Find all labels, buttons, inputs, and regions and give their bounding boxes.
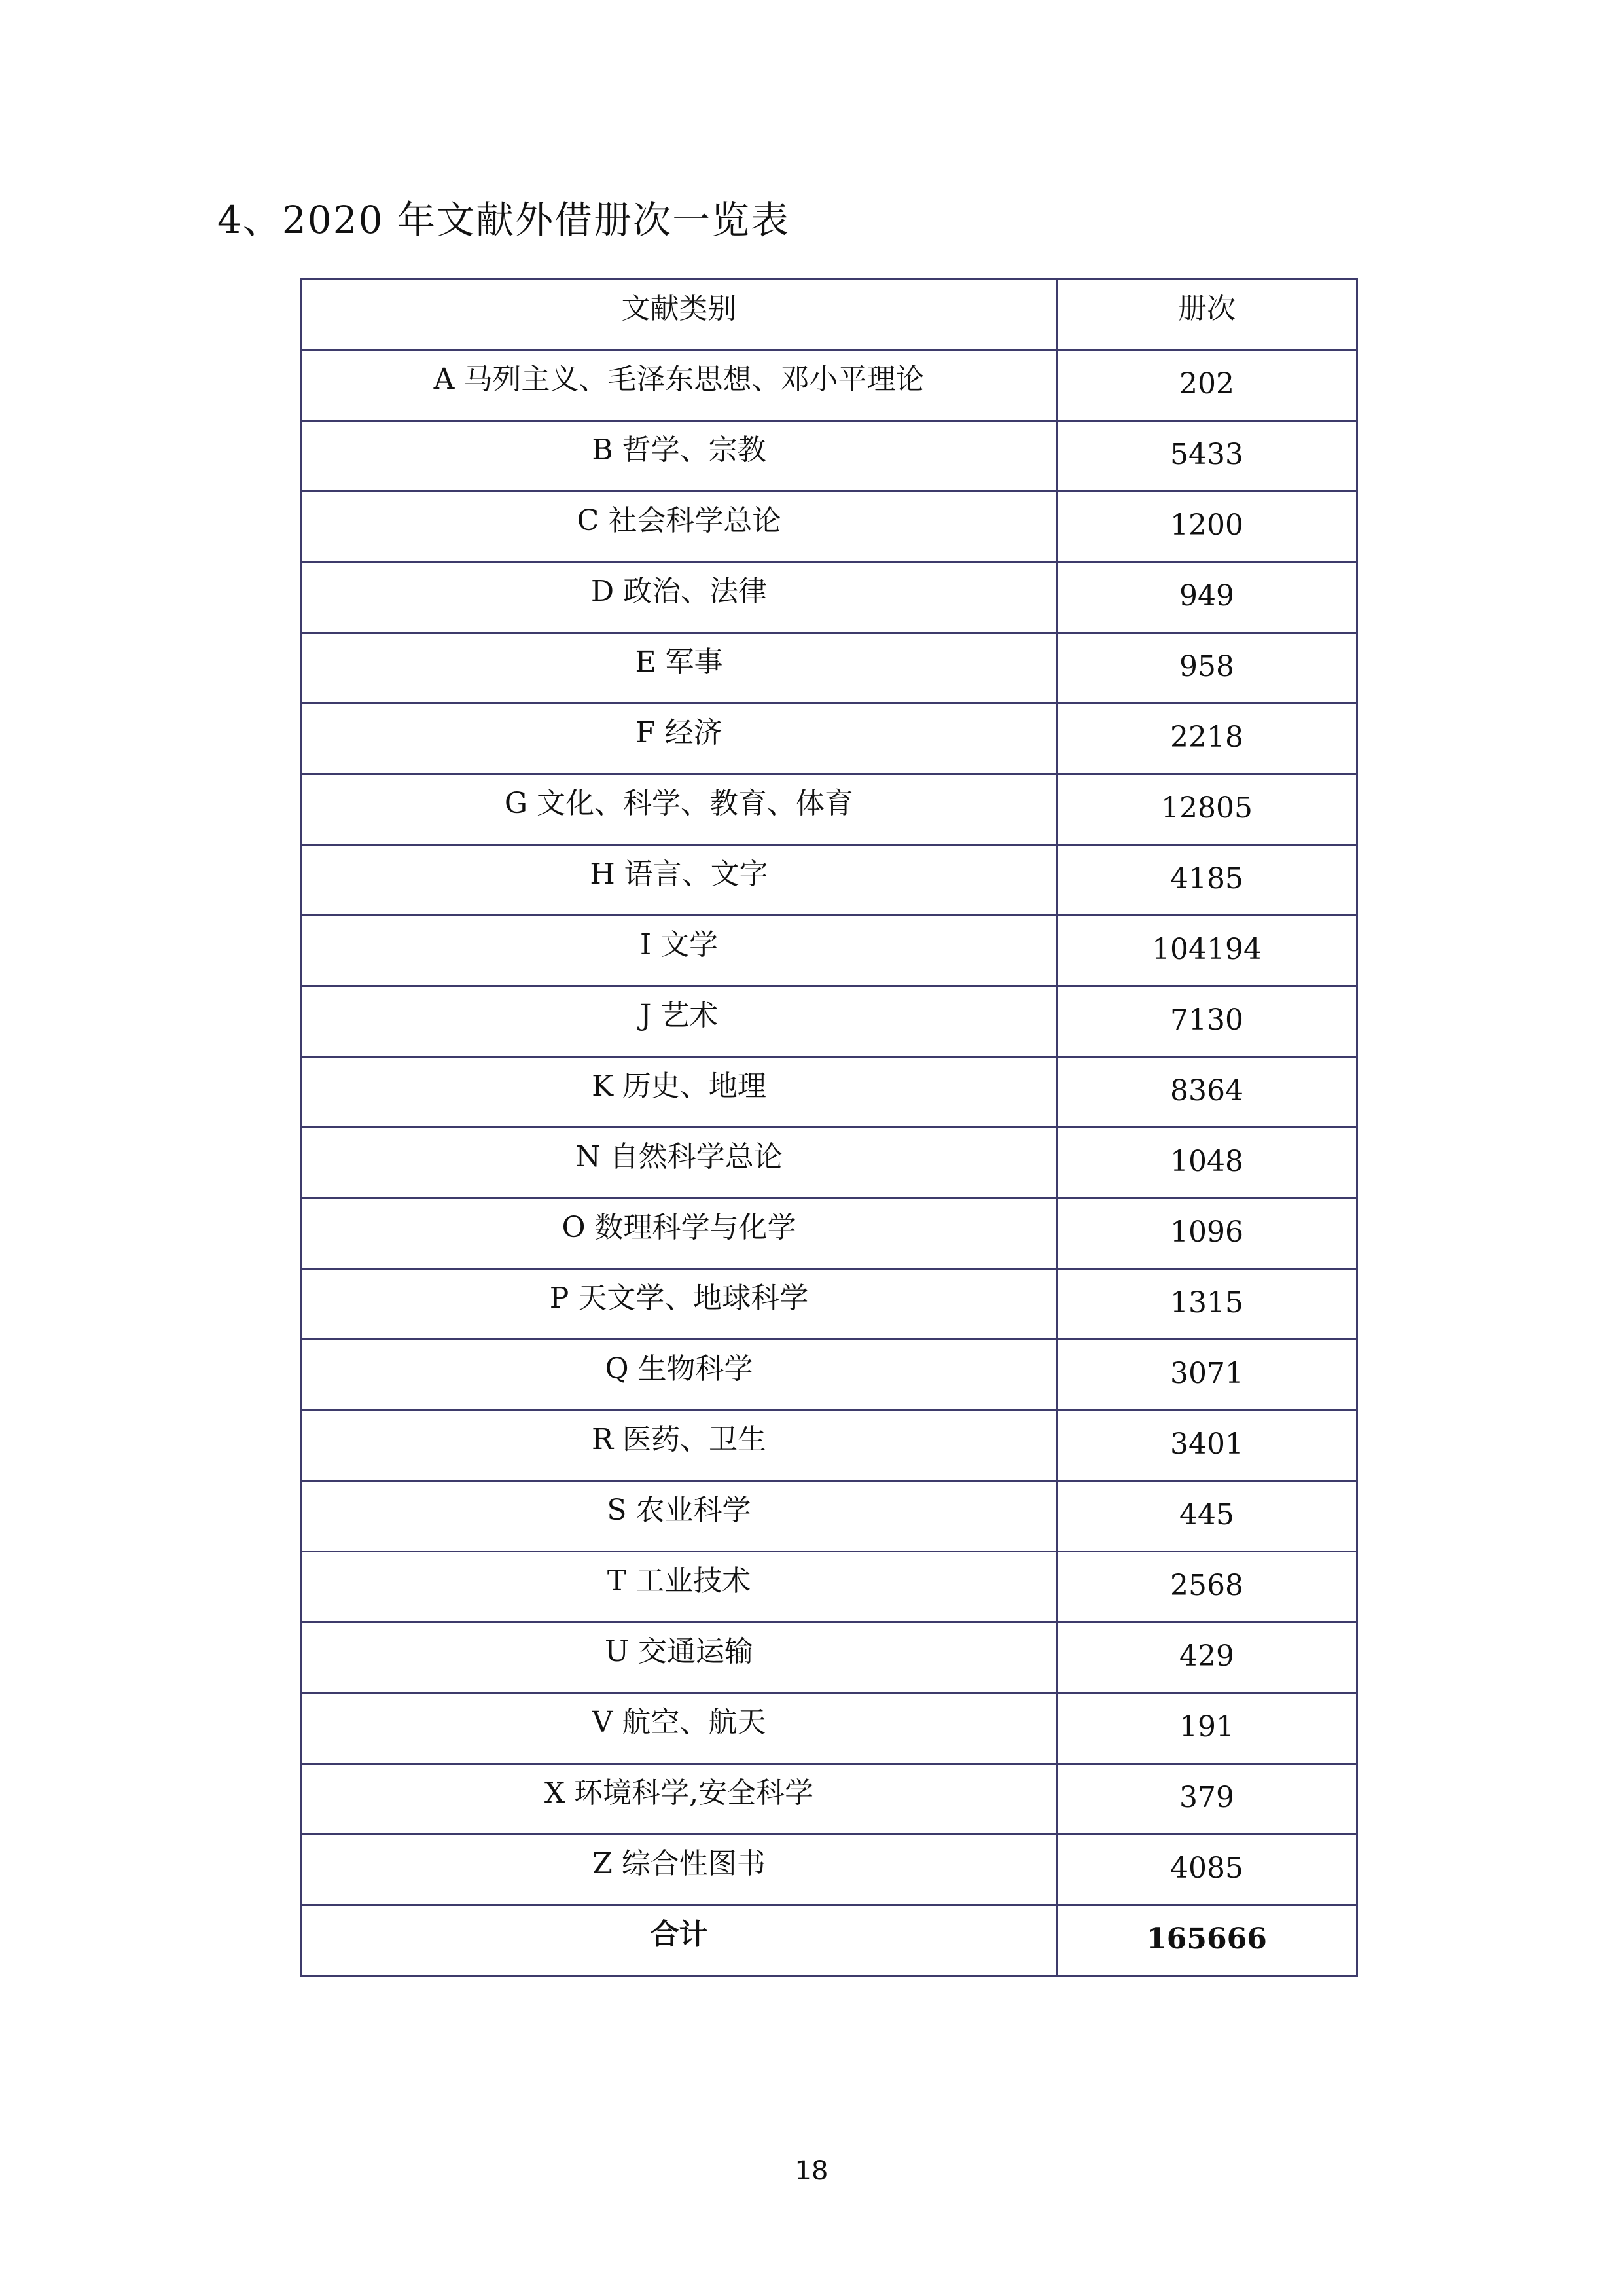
count-cell: 12805 <box>1057 774 1357 845</box>
table-row <box>302 562 1357 633</box>
count-cell: 1048 <box>1057 1128 1357 1198</box>
category-cell: H 语言、文字 <box>302 845 1057 916</box>
category-cell: S 农业科学 <box>302 1481 1057 1552</box>
count-cell: 104194 <box>1057 916 1357 986</box>
table-row <box>302 1410 1357 1481</box>
count-cell: 4185 <box>1057 845 1357 916</box>
count-cell: 3401 <box>1057 1410 1357 1481</box>
section-title: 4、2020 年文献外借册次一览表 <box>217 198 790 242</box>
header-category: 文献类别 <box>302 279 1057 350</box>
table-row <box>302 633 1357 704</box>
count-cell: 5433 <box>1057 421 1357 492</box>
count-cell: 1200 <box>1057 492 1357 562</box>
category-cell: O 数理科学与化学 <box>302 1198 1057 1269</box>
count-cell: 949 <box>1057 562 1357 633</box>
category-cell: B 哲学、宗教 <box>302 421 1057 492</box>
total-count: 165666 <box>1057 1905 1357 1976</box>
category-cell: K 历史、地理 <box>302 1057 1057 1128</box>
table-row <box>302 1552 1357 1623</box>
category-cell: I 文学 <box>302 916 1057 986</box>
total-row <box>302 1905 1357 1976</box>
table-row <box>302 1835 1357 1905</box>
total-label: 合计 <box>302 1905 1057 1976</box>
table-row <box>302 1481 1357 1552</box>
table-row <box>302 1128 1357 1198</box>
count-cell: 8364 <box>1057 1057 1357 1128</box>
table-body <box>302 350 1357 1905</box>
table-row <box>302 916 1357 986</box>
category-cell: G 文化、科学、教育、体育 <box>302 774 1057 845</box>
table-row <box>302 350 1357 421</box>
table-row <box>302 704 1357 774</box>
count-cell: 7130 <box>1057 986 1357 1057</box>
table-row <box>302 492 1357 562</box>
table-row <box>302 1198 1357 1269</box>
lending-table <box>300 278 1358 1977</box>
count-cell: 1096 <box>1057 1198 1357 1269</box>
category-cell: Q 生物科学 <box>302 1340 1057 1410</box>
table-row <box>302 986 1357 1057</box>
count-cell: 191 <box>1057 1693 1357 1764</box>
table-row <box>302 1764 1357 1835</box>
count-cell: 958 <box>1057 633 1357 704</box>
count-cell: 4085 <box>1057 1835 1357 1905</box>
category-cell: J 艺术 <box>302 986 1057 1057</box>
header-count: 册次 <box>1057 279 1357 350</box>
category-cell: Z 综合性图书 <box>302 1835 1057 1905</box>
table-row <box>302 1693 1357 1764</box>
category-cell: X 环境科学,安全科学 <box>302 1764 1057 1835</box>
table-row <box>302 774 1357 845</box>
table-row <box>302 1269 1357 1340</box>
category-cell: N 自然科学总论 <box>302 1128 1057 1198</box>
category-cell: D 政治、法律 <box>302 562 1057 633</box>
count-cell: 3071 <box>1057 1340 1357 1410</box>
page-number: 18 <box>794 2156 829 2186</box>
category-cell: E 军事 <box>302 633 1057 704</box>
category-cell: T 工业技术 <box>302 1552 1057 1623</box>
category-cell: C 社会科学总论 <box>302 492 1057 562</box>
count-cell: 1315 <box>1057 1269 1357 1340</box>
table-row <box>302 1623 1357 1693</box>
count-cell: 445 <box>1057 1481 1357 1552</box>
count-cell: 379 <box>1057 1764 1357 1835</box>
category-cell: P 天文学、地球科学 <box>302 1269 1057 1340</box>
count-cell: 202 <box>1057 350 1357 421</box>
table-header-row <box>302 279 1357 350</box>
category-cell: R 医药、卫生 <box>302 1410 1057 1481</box>
count-cell: 429 <box>1057 1623 1357 1693</box>
category-cell: U 交通运输 <box>302 1623 1057 1693</box>
table-row <box>302 1340 1357 1410</box>
category-cell: V 航空、航天 <box>302 1693 1057 1764</box>
table-row <box>302 1057 1357 1128</box>
table-row <box>302 845 1357 916</box>
category-cell: A 马列主义、毛泽东思想、邓小平理论 <box>302 350 1057 421</box>
category-cell: F 经济 <box>302 704 1057 774</box>
count-cell: 2568 <box>1057 1552 1357 1623</box>
table-row <box>302 421 1357 492</box>
count-cell: 2218 <box>1057 704 1357 774</box>
